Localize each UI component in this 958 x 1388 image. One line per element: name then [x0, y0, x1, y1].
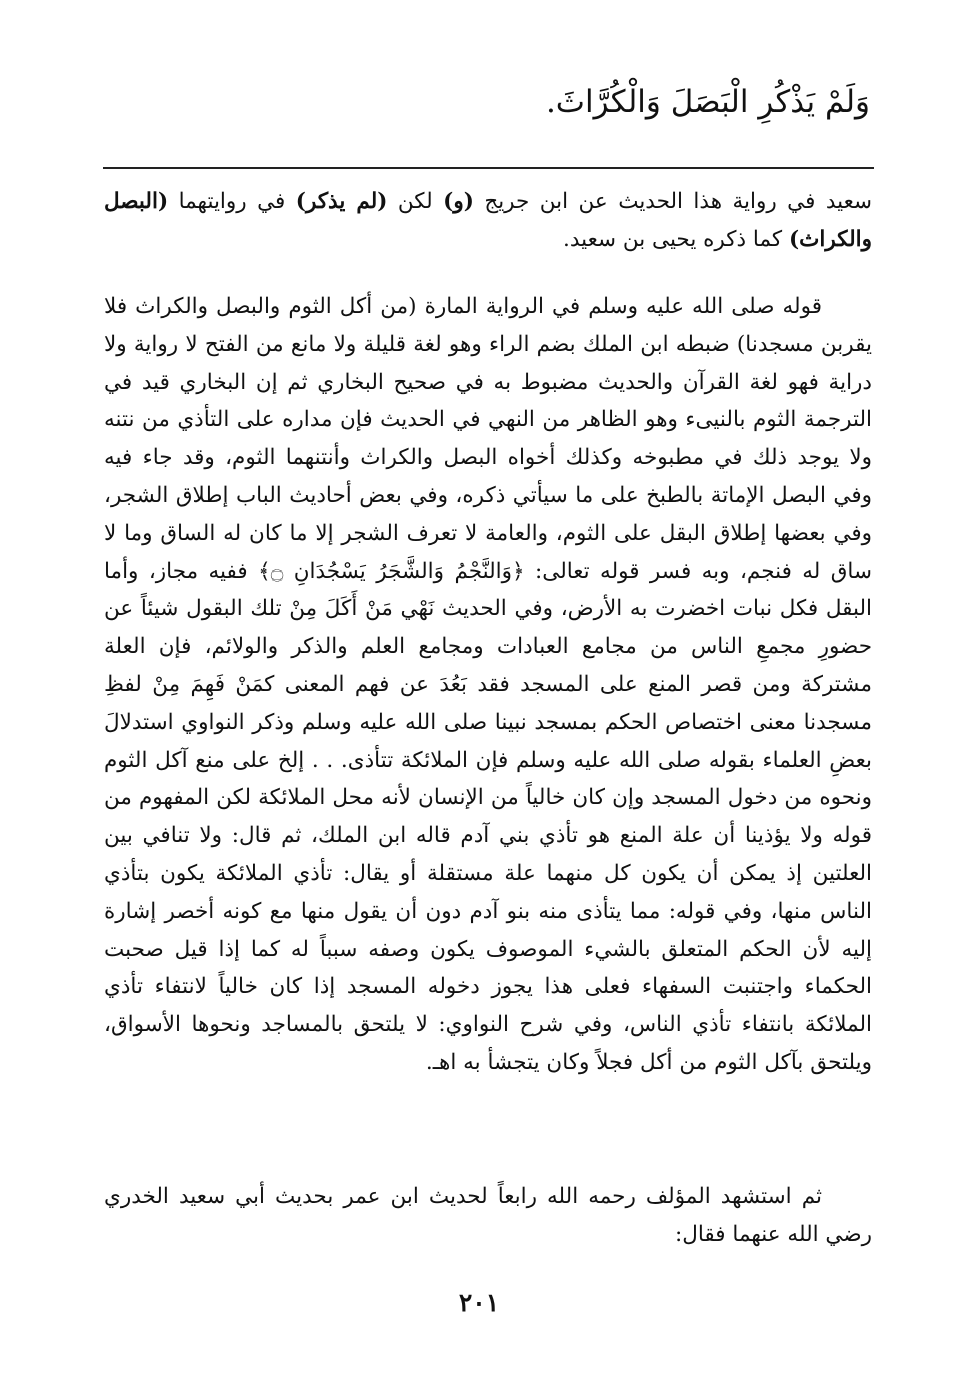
- text-segment: لكن: [387, 189, 444, 214]
- commentary-paragraph-2: قوله صلى الله عليه وسلم في الرواية المارة (من أكل الثوم والبصل والكراث فلا يقربن مسجدنا) ضبطه ابن الملك بضم الراء وهو لغة قليلة ولا مانع من الفتح لا رواية ولا دراية فهو لغة القرآن والحديث مضبوط به في صحيح البخاري ثم إن البخاري قيد في الترجمة الثوم بالنيىء وهو الظاهر من النهي في الحديث فإن مداره على التأذي من نتنه ولا يوجد ذلك في مطبوخه وكذلك أخواه البصل والكراث وأنتنهما الثوم، وقد جاء فيه وفي البصل الإماتة بالطبخ على ما سيأتي ذكره، وفي بعض أحاديث الباب إطلاق الشجر، وفي بعضها إطلاق البقل على الثوم، والعامة لا تعرف الشجر إلا ما كان له الساق وما لا ساق له فنجم، وبه فسر قوله تعالى: ﴿وَالنَّجْمُ وَالشَّجَرُ يَسْجُدَانِ ۝﴾ ففيه مجاز، وأما البقل فكل نبات اخضرت به الأرض، وفي الحديث نَهْي مَنْ أَكَلَ مِنْ تلك البقول شيئاً عن حضورِ مجمعِ الناس من مجامع العبادات ومجامع العلم والذكر والولائم، فإن العلة مشتركة ومن قصر المنع على المسجد فقد بَعُدَ عن فهم المعنى كمَنْ فَهِمَ مِنْ لفظِ مسجدنا معنى اختصاص الحكم بمسجد نبينا صلى الله عليه وسلم وذكر النواوي استدلالَ بعضِ العلماء بقوله صلى الله عليه وسلم فإن الملائكة تتأذى. . . إلخ على منع آكل الثوم ونحوه من دخول المسجد وإن كان خالياً من الإنسان لأنه محل الملائكة لكن المفهوم من قوله ولا يؤذينا أن علة المنع هو تأذي بني آدم قاله ابن الملك، ثم قال: ولا تنافي بين العلتين إذ يمكن أن يكون كل منهما علة مستقلة أو يقال: تأذي الملائكة يكون بتأذي الناس منها، وفي قوله: مما يتأذى منه بنو آدم دون أن يقول منها مع كونه أخصر إشارة إليه لأن الحكم المتعلق بالشيء الموصوف يكون وصفه سبباً له كما إذا قيل صحبت الحكماء واجتنبت السفهاء فعلى هذا يجوز دخوله المسجد إذا كان خالياً لانتفاء تأذي الملائكة بانتفاء تأذي الناس، وفي شرح النواوي: لا يلتحق بالمساجد ونحوها الأسواق، ويلتحق بآكل الثوم من أكل فجلاً وكان يتجشأ به اهـ.: [104, 294, 872, 1075]
- commentary-paragraph-3: ثم استشهد المؤلف رحمه الله رابعاً لحديث ابن عمر بحديث أبي سعيد الخدري رضي الله عنهما فقال:: [104, 1184, 872, 1247]
- text-segment: في روايتهما: [168, 189, 296, 214]
- bold-quote: (و): [443, 189, 474, 214]
- hadith-text-line: وَلَمْ يَذْكُرِ الْبَصَلَ وَالْكُرَّاثَ.: [545, 84, 870, 120]
- page-number: ٢٠١: [458, 1288, 500, 1317]
- bold-quote: (لم يذكر): [295, 189, 388, 214]
- commentary-paragraph-1: [104, 183, 872, 259]
- footnote-separator-line: [103, 167, 874, 169]
- text-segment: سعيد في رواية هذا الحديث عن ابن جريج: [473, 189, 872, 214]
- bold-quote: (البصل والكراث): [104, 189, 872, 252]
- text-segment: كما ذكره يحيى بن سعيد.: [563, 226, 789, 252]
